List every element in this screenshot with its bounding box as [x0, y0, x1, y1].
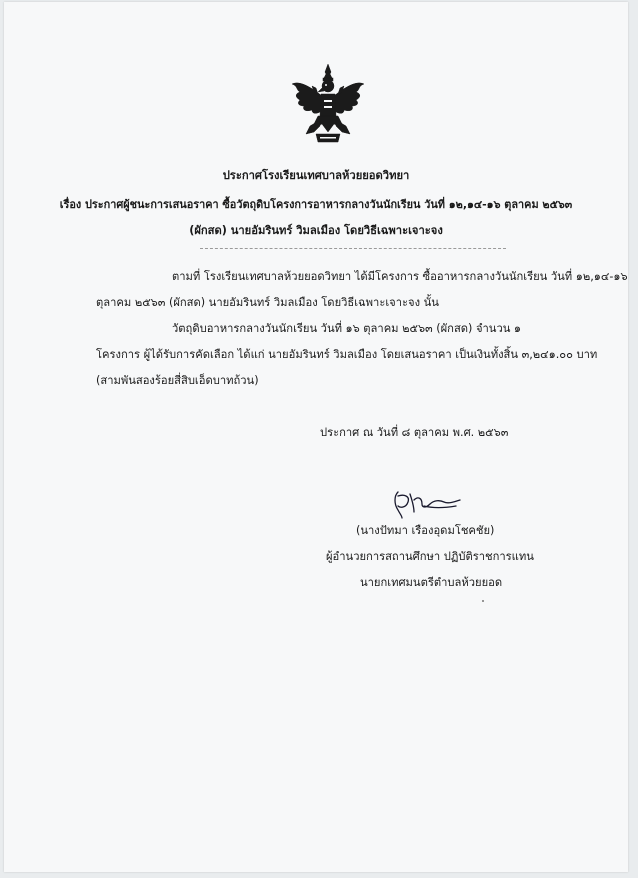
signatory-position: ผู้อำนวยการสถานศึกษา ปฏิบัติราชการแทน	[326, 550, 534, 563]
paragraph-2-line-3: (สามพันสองร้อยสี่สิบเอ็ดบาทถ้วน)	[96, 374, 259, 387]
document-title: ประกาศโรงเรียนเทศบาลห้วยยอดวิทยา	[222, 169, 410, 182]
title-divider	[200, 248, 506, 249]
signatory-name: (นางปัทมา เรืองอุดมโชคชัย)	[356, 524, 495, 537]
paragraph-2-line-1: วัตถุดิบอาหารกลางวันนักเรียน วันที่ ๑๖ ตุลาคม ๒๕๖๓ (ผักสด) จำนวน ๑	[172, 322, 522, 335]
signatory-authority: นายกเทศมนตรีตำบลห้วยยอด	[360, 576, 503, 589]
announcement-date: ประกาศ ณ วันที่ ๘ ตุลาคม พ.ศ. ๒๕๖๓	[320, 426, 509, 439]
paragraph-1-line-2: ตุลาคม ๒๕๖๓ (ผักสด) นายอัมรินทร์ วิมลเมือง โดยวิธีเฉพาะเจาะจง นั้น	[96, 296, 439, 309]
document-subject-line-2: (ผักสด) นายอัมรินทร์ วิมลเมือง โดยวิธีเฉพาะเจาะจง	[189, 224, 443, 237]
handwritten-signature	[384, 486, 464, 520]
document-page	[4, 2, 628, 872]
paragraph-1-line-1: ตามที่ โรงเรียนเทศบาลห้วยยอดวิทยา ได้มีโครงการ ซื้ออาหารกลางวันนักเรียน วันที่ ๑๒,๑๔-๑๖	[172, 270, 628, 283]
document-subject-line-1: เรื่อง ประกาศผู้ชนะการเสนอราคา ซื้อวัตถุดิบโครงการอาหารกลางวันนักเรียน วันที่ ๑๒,๑๔-๑๖ ตุลาคม ๒๕๖๓	[59, 198, 573, 211]
paragraph-2-line-2: โครงการ ผู้ได้รับการคัดเลือก ได้แก่ นายอัมรินทร์ วิมลเมือง โดยเสนอราคา เป็นเงินทั้งสิ้น ๓,๒๔๑.๐๐ บาท	[96, 348, 598, 361]
garuda-emblem-icon	[288, 62, 368, 146]
paper-speck	[482, 600, 484, 602]
